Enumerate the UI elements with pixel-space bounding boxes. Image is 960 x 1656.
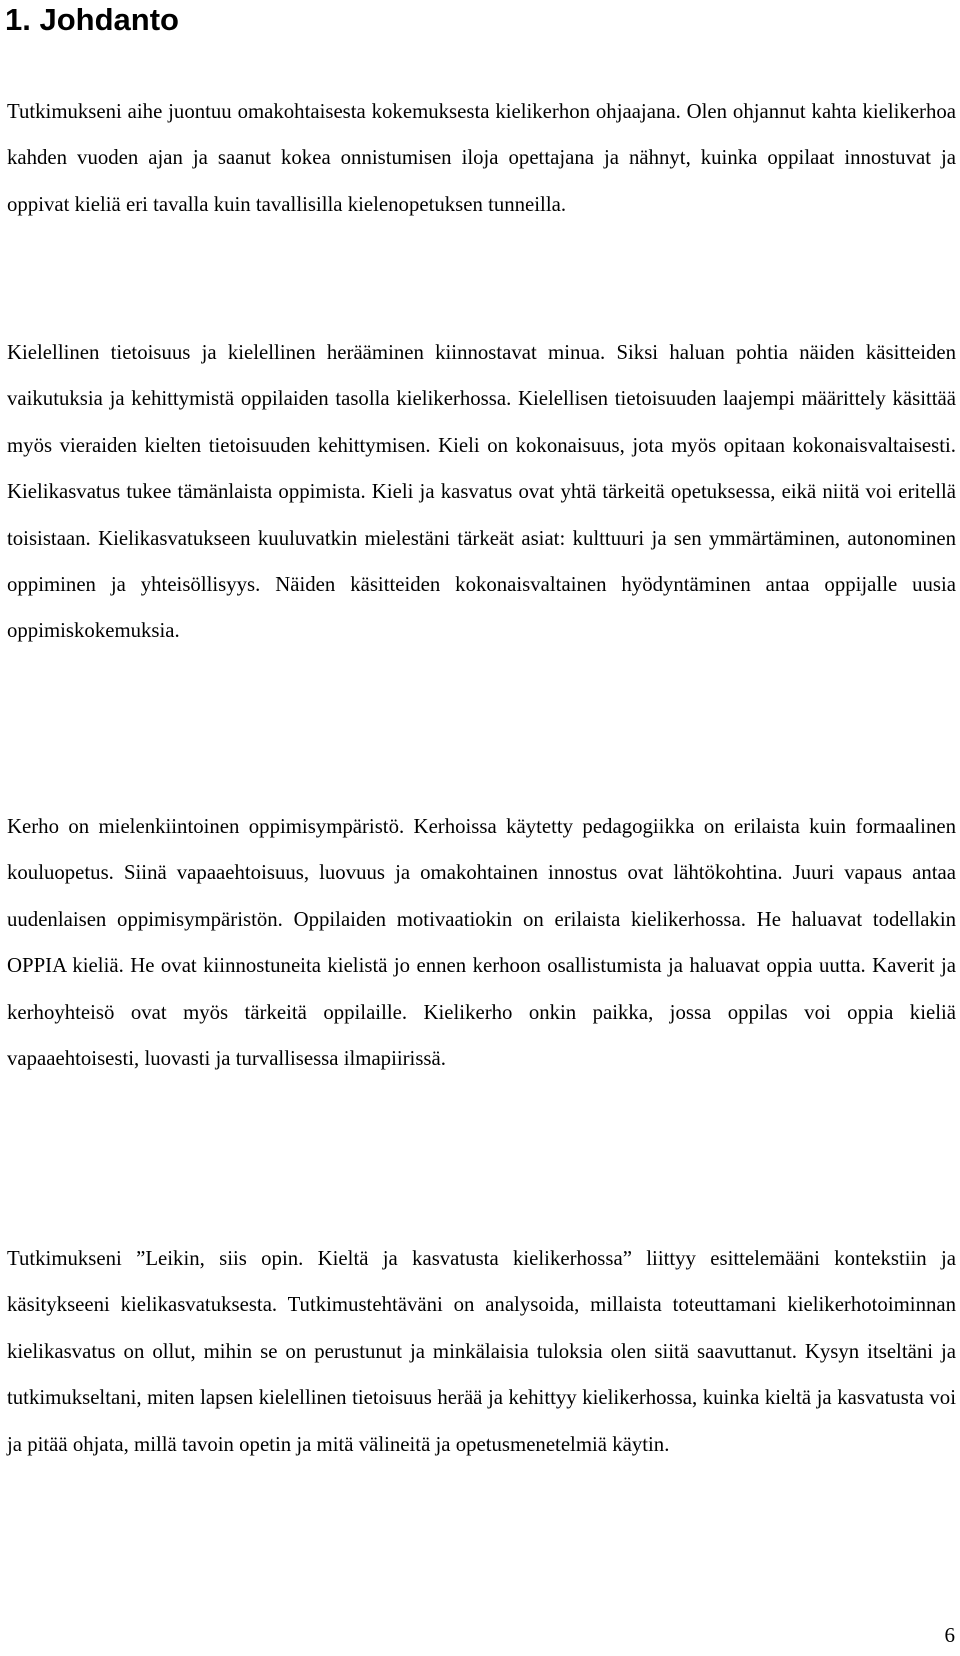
paragraph-language-awareness: Kielellinen tietoisuus ja kielellinen herääminen kiinnostavat minua. Siksi haluan pohtia näiden käsitteiden vaikutuksia ja kehittymistä oppilaiden tasolla kielikerhossa. Kielellisen tietoisuuden laajempi määrittely käsittää myös vieraiden kielten tietoisuuden kehittymisen. Kieli on kokonaisuus, jota myös opitaan kokonaisvaltaisesti. Kielikasvatus tukee tämänlaista oppimista. Kieli ja kasvatus ovat yhtä tärkeitä opetuksessa, eikä niitä voi eritellä toisistaan. Kielikasvatukseen kuuluvatkin mielestäni tärkeät asiat: kulttuuri ja sen ymmärtäminen, autonominen oppiminen ja yhteisöllisyys. Näiden käsitteiden kokonaisvaltainen hyödyntäminen antaa oppijalle uusia oppimiskokemuksia. — [7, 341, 956, 643]
page-number: 6 — [944, 1623, 955, 1647]
paragraph-research-task: Tutkimukseni ”Leikin, siis opin. Kieltä ja kasvatusta kielikerhossa” liittyy esittelemääni kontekstiin ja käsitykseeni kielikasvatuksesta. Tutkimustehtäväni on analysoida, millaista toteuttamani kielikerhotoiminnan kielikasvatus on ollut, mihin se on perustunut ja minkälaisia tuloksia olen siitä saavuttanut. Kysyn itseltäni ja tutkimukseltani, miten lapsen kielellinen tietoisuus herää ja kehittyy kielikerhossa, kuinka kieltä ja kasvatusta voi ja pitää ohjata, millä tavoin opetin ja mitä välineitä ja opetusmenetelmiä käytin. — [7, 1247, 956, 1456]
paragraph-club-environment: Kerho on mielenkiintoinen oppimisympäristö. Kerhoissa käytetty pedagogiikka on erilaista kuin formaalinen kouluopetus. Siinä vapaaehtoisuus, luovuus ja omakohtainen innostus ovat lähtökohtina. Juuri vapaus antaa uudenlaisen oppimisympäristön. Oppilaiden motivaatiokin on erilaista kielikerhossa. He haluavat todellakin OPPIA kieliä. He ovat kiinnostuneita kielistä jo ennen kerhoon osallistumista ja haluavat oppia uutta. Kaverit ja kerhoyhteisö ovat myös tärkeitä oppilaille. Kielikerho onkin paikka, jossa oppilas voi oppia kieliä vapaaehtoisesti, luovasti ja turvallisessa ilmapiirissä. — [7, 815, 956, 1071]
section-heading: 1. Johdanto — [5, 2, 179, 37]
paragraph-intro: Tutkimukseni aihe juontuu omakohtaisesta kokemuksesta kielikerhon ohjaajana. Olen ohjannut kahta kielikerhoa kahden vuoden ajan ja saanut kokea onnistumisen iloja opettajana ja nähnyt, kuinka oppilaat innostuvat ja oppivat kieliä eri tavalla kuin tavallisilla kielenopetuksen tunneilla. — [7, 100, 956, 216]
